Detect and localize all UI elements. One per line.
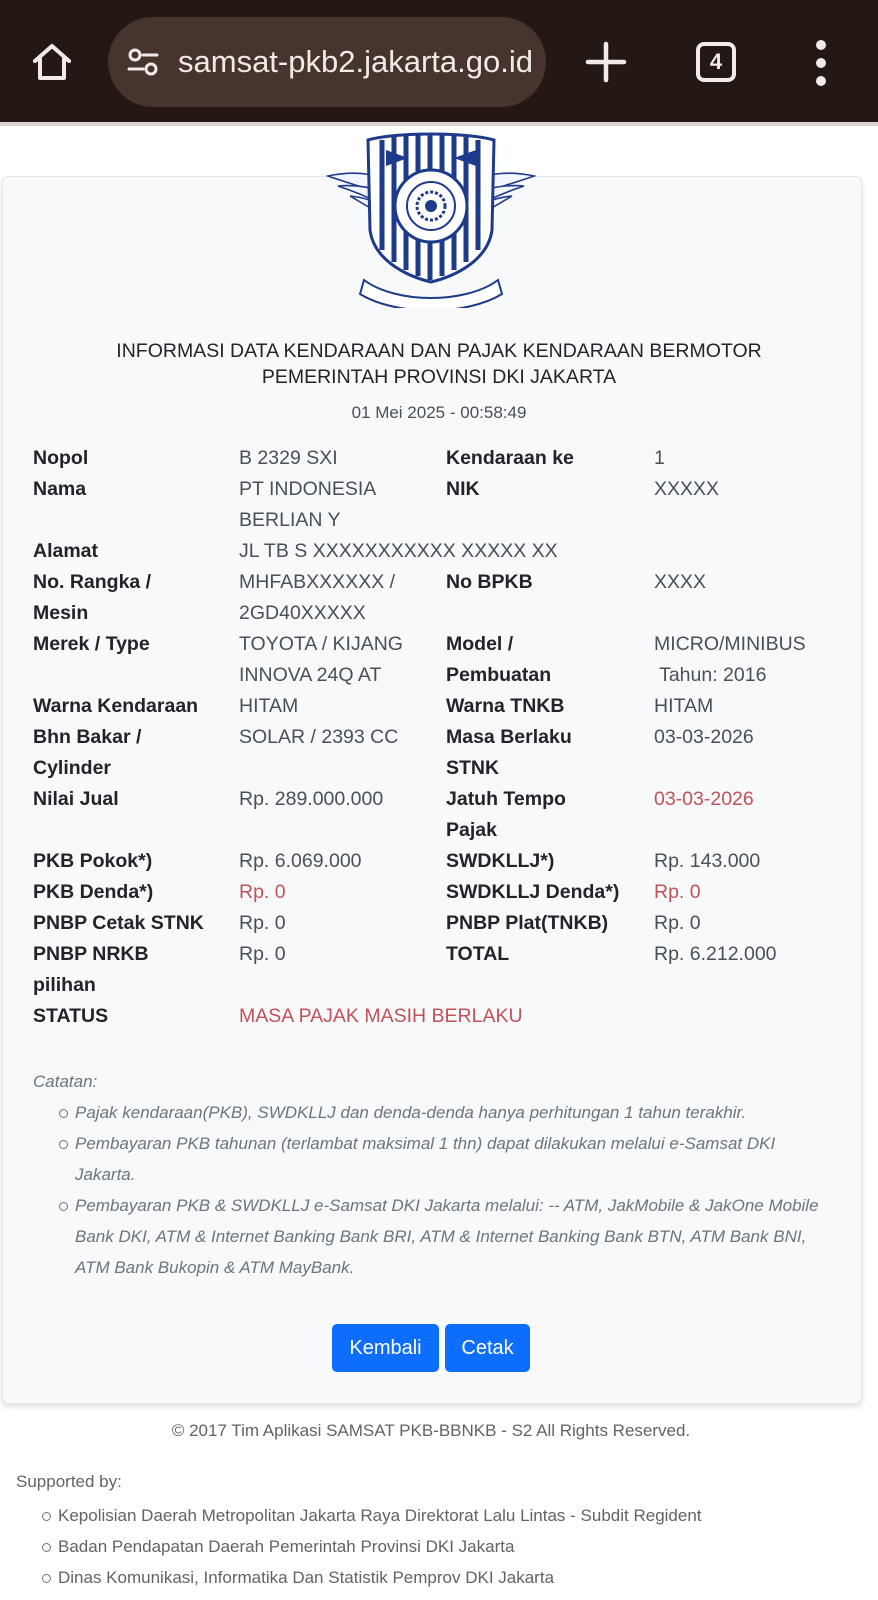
- page-title: [0, 338, 878, 390]
- masa-stnk-label-line1: Masa Berlaku: [446, 726, 572, 748]
- bpkb-label: No BPKB: [446, 571, 533, 593]
- url-text[interactable]: samsat-pkb2.jakarta.go.id: [178, 44, 533, 79]
- pkb-denda-label: PKB Denda*): [33, 881, 154, 903]
- rangka-label-line1: No. Rangka /: [33, 571, 152, 593]
- nilai-jual-label: Nilai Jual: [33, 788, 119, 810]
- status-label: STATUS: [33, 1005, 109, 1027]
- kendaraan-ke-label: Kendaraan ke: [446, 447, 574, 469]
- rangka-value-line1: MHFABXXXXXX /: [239, 571, 396, 593]
- bpkb-value: XXXX: [654, 571, 707, 593]
- nik-label: NIK: [446, 478, 480, 500]
- jatuh-tempo-value: 03-03-2026: [654, 788, 754, 810]
- supporter-item: Kepolisian Daerah Metropolitan Jakarta Raya Direktorat Lalu Lintas - Subdit Regident: [16, 1500, 702, 1531]
- print-button[interactable]: Cetak: [445, 1324, 530, 1372]
- model-value-line2: Tahun: 2016: [654, 664, 767, 686]
- warna-value: HITAM: [239, 695, 299, 717]
- masa-stnk-label-line2: STNK: [446, 757, 500, 779]
- nopol-value: B 2329 SXI: [239, 447, 338, 469]
- toolbar-divider: [0, 122, 878, 126]
- masa-stnk-value: 03-03-2026: [654, 726, 754, 748]
- nama-value-line2: BERLIAN Y: [239, 509, 341, 531]
- alamat-label: Alamat: [33, 540, 99, 562]
- model-label-line2: Pembuatan: [446, 664, 552, 686]
- pnbp-nrkb-label-line2: pilihan: [33, 974, 96, 996]
- jatuh-tempo-label-line2: Pajak: [446, 819, 497, 841]
- bahan-bakar-value: SOLAR / 2393 CC: [239, 726, 399, 748]
- pkb-pokok-label: PKB Pokok*): [33, 850, 153, 872]
- bahan-bakar-label-line1: Bhn Bakar /: [33, 726, 142, 748]
- warna-tnkb-label: Warna TNKB: [446, 695, 565, 717]
- pnbp-stnk-label: PNBP Cetak STNK: [33, 912, 204, 934]
- swdkllj-denda-label: SWDKLLJ Denda*): [446, 881, 620, 903]
- merek-value-line2: INNOVA 24Q AT: [239, 664, 382, 686]
- model-value-line1: MICRO/MINIBUS: [654, 633, 806, 655]
- tab-switcher-icon[interactable]: 4: [696, 42, 736, 82]
- swdkllj-label: SWDKLLJ*): [446, 850, 555, 872]
- note-item: Pembayaran PKB tahunan (terlambat maksimal 1 thn) dapat dilakukan melalui e-Samsat DKI Jakarta.: [33, 1128, 833, 1190]
- total-value: Rp. 6.212.000: [654, 943, 777, 965]
- supporters-list: [16, 1500, 702, 1593]
- site-settings-icon[interactable]: [126, 45, 160, 79]
- pnbp-nrkb-value: Rp. 0: [239, 943, 286, 965]
- pnbp-stnk-value: Rp. 0: [239, 912, 286, 934]
- police-traffic-emblem-logo: [326, 130, 536, 308]
- swdkllj-denda-value: Rp. 0: [654, 881, 701, 903]
- bahan-bakar-label-line2: Cylinder: [33, 757, 112, 779]
- total-label: TOTAL: [446, 943, 510, 965]
- jatuh-tempo-label-line1: Jatuh Tempo: [446, 788, 566, 810]
- nama-label: Nama: [33, 478, 87, 500]
- print-date: 01 Mei 2025 - 00:58:49: [351, 403, 527, 422]
- pnbp-plat-value: Rp. 0: [654, 912, 701, 934]
- address-bar[interactable]: [108, 17, 546, 107]
- page-title-line1: INFORMASI DATA KENDARAAN DAN PAJAK KENDARAAN BERMOTOR: [116, 340, 762, 362]
- supporter-item: Badan Pendapatan Daerah Pemerintah Provinsi DKI Jakarta: [16, 1531, 702, 1562]
- back-button[interactable]: Kembali: [332, 1324, 439, 1372]
- supported-by-heading: Supported by:: [16, 1472, 122, 1491]
- pnbp-nrkb-label-line1: PNBP NRKB: [33, 943, 149, 965]
- browser-toolbar: [0, 0, 878, 122]
- kendaraan-ke-value: 1: [654, 447, 665, 469]
- model-label-line1: Model /: [446, 633, 514, 655]
- warna-tnkb-value: HITAM: [654, 695, 714, 717]
- status-value: MASA PAJAK MASIH BERLAKU: [239, 1005, 523, 1027]
- more-menu-icon[interactable]: [808, 38, 834, 88]
- alamat-value: JL TB S XXXXXXXXXXX XXXXX XX: [239, 540, 558, 562]
- swdkllj-value: Rp. 143.000: [654, 850, 761, 872]
- notes-section: [33, 1066, 833, 1283]
- page-title-line2: PEMERINTAH PROVINSI DKI JAKARTA: [261, 366, 617, 388]
- notes-heading: Catatan:: [33, 1072, 98, 1091]
- pkb-denda-value: Rp. 0: [239, 881, 286, 903]
- home-icon[interactable]: [30, 40, 74, 84]
- pkb-pokok-value: Rp. 6.069.000: [239, 850, 362, 872]
- notes-list: [33, 1097, 833, 1283]
- nik-value: XXXXX: [654, 478, 720, 500]
- new-tab-icon[interactable]: [584, 40, 628, 84]
- nopol-label: Nopol: [33, 447, 89, 469]
- merek-label: Merek / Type: [33, 633, 150, 655]
- rangka-label-line2: Mesin: [33, 602, 89, 624]
- pnbp-plat-label: PNBP Plat(TNKB): [446, 912, 609, 934]
- note-item: Pembayaran PKB & SWDKLLJ e-Samsat DKI Jakarta melalui: -- ATM, JakMobile & JakOne Mobile Bank DKI, ATM & Internet Banking Bank BRI, ATM & Internet Banking Bank BTN, ATM Bank BNI, ATM Bank Bukopin & ATM MayBank.: [33, 1190, 833, 1283]
- merek-value-line1: TOYOTA / KIJANG: [239, 633, 403, 655]
- rangka-value-line2: 2GD40XXXXX: [239, 602, 366, 624]
- nilai-jual-value: Rp. 289.000.000: [239, 788, 384, 810]
- note-item: Pajak kendaraan(PKB), SWDKLLJ dan denda-denda hanya perhitungan 1 tahun terakhir.: [33, 1097, 833, 1128]
- supporter-item: Dinas Komunikasi, Informatika Dan Statistik Pemprov DKI Jakarta: [16, 1562, 702, 1593]
- nama-value-line1: PT INDONESIA: [239, 478, 377, 500]
- copyright-text: © 2017 Tim Aplikasi SAMSAT PKB-BBNKB - S2 All Rights Reserved.: [171, 1421, 691, 1440]
- warna-label: Warna Kendaraan: [33, 695, 199, 717]
